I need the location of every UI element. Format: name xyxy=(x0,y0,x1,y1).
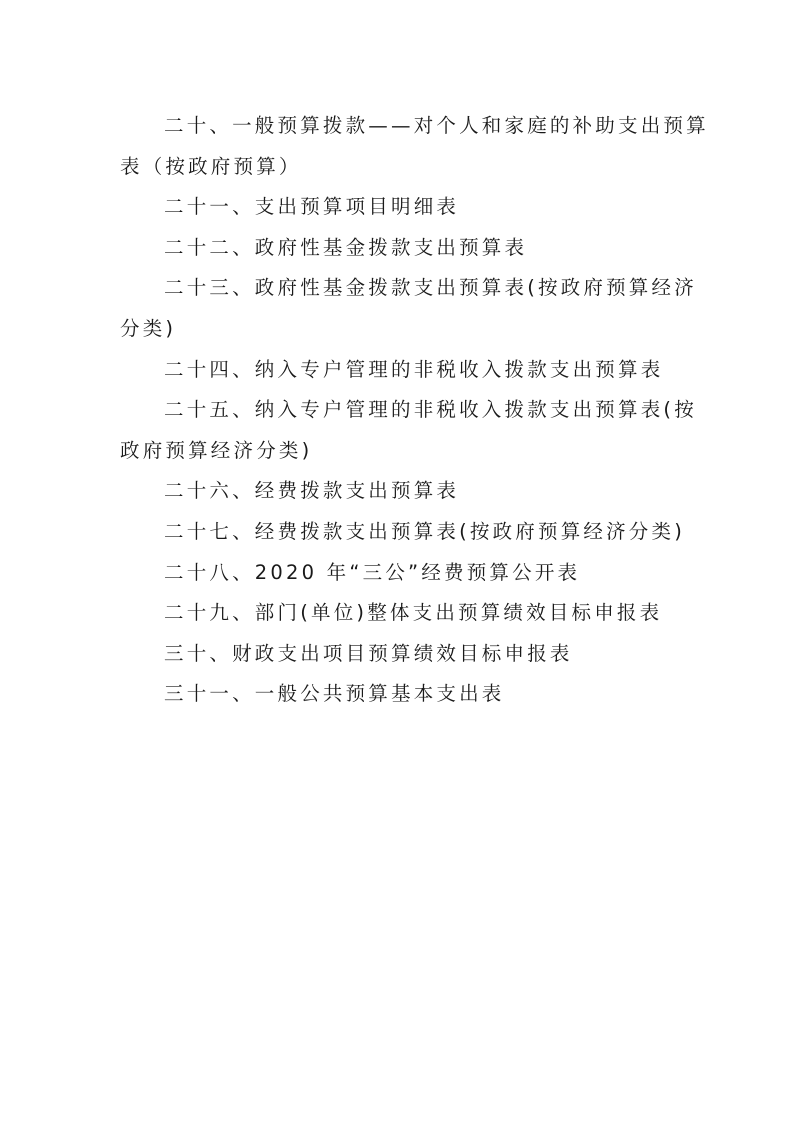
toc-entry-text: 三十一、一般公共预算基本支出表 xyxy=(164,682,505,706)
toc-entry-27 xyxy=(120,512,686,553)
toc-entry-continuation: 分类) xyxy=(120,316,177,340)
toc-entry-continuation: 政府预算经济分类) xyxy=(120,438,313,462)
toc-entry-text: 二十五、纳入专户管理的非税收入拨款支出预算表(按 xyxy=(164,398,697,422)
toc-entry-29 xyxy=(120,593,680,634)
toc-entry-text: 二十六、经费拨款支出预算表 xyxy=(164,479,460,503)
toc-entry-25 xyxy=(120,390,697,471)
toc-entry-24 xyxy=(120,350,680,391)
toc-entry-text: 二十四、纳入专户管理的非税收入拨款支出预算表 xyxy=(164,357,664,381)
toc-entry-30 xyxy=(120,634,680,675)
toc-entry-26 xyxy=(120,471,680,512)
toc-entry-31 xyxy=(120,674,680,715)
table-of-contents xyxy=(120,106,709,715)
toc-entry-text: 二十八、2020 年“三公”经费预算公开表 xyxy=(164,560,581,584)
toc-entry-text: 三十、财政支出项目预算绩效目标申报表 xyxy=(164,641,573,665)
toc-entry-text: 二十二、政府性基金拨款支出预算表 xyxy=(164,235,528,259)
toc-entry-20 xyxy=(120,106,709,187)
toc-entry-text: 二十七、经费拨款支出预算表(按政府预算经济分类) xyxy=(164,519,686,543)
toc-entry-text: 二十三、政府性基金拨款支出预算表(按政府预算经济 xyxy=(164,276,697,300)
toc-entry-text: 二十一、支出预算项目明细表 xyxy=(164,195,460,219)
toc-entry-text: 二十九、部门(单位)整体支出预算绩效目标申报表 xyxy=(164,601,663,625)
toc-entry-continuation: 表（按政府预算） xyxy=(120,154,302,178)
toc-entry-22 xyxy=(120,228,680,269)
toc-entry-21 xyxy=(120,187,680,228)
toc-entry-23 xyxy=(120,268,697,349)
toc-entry-28 xyxy=(120,553,680,594)
toc-entry-text: 二十、一般预算拨款——对个人和家庭的补助支出预算 xyxy=(164,114,709,137)
